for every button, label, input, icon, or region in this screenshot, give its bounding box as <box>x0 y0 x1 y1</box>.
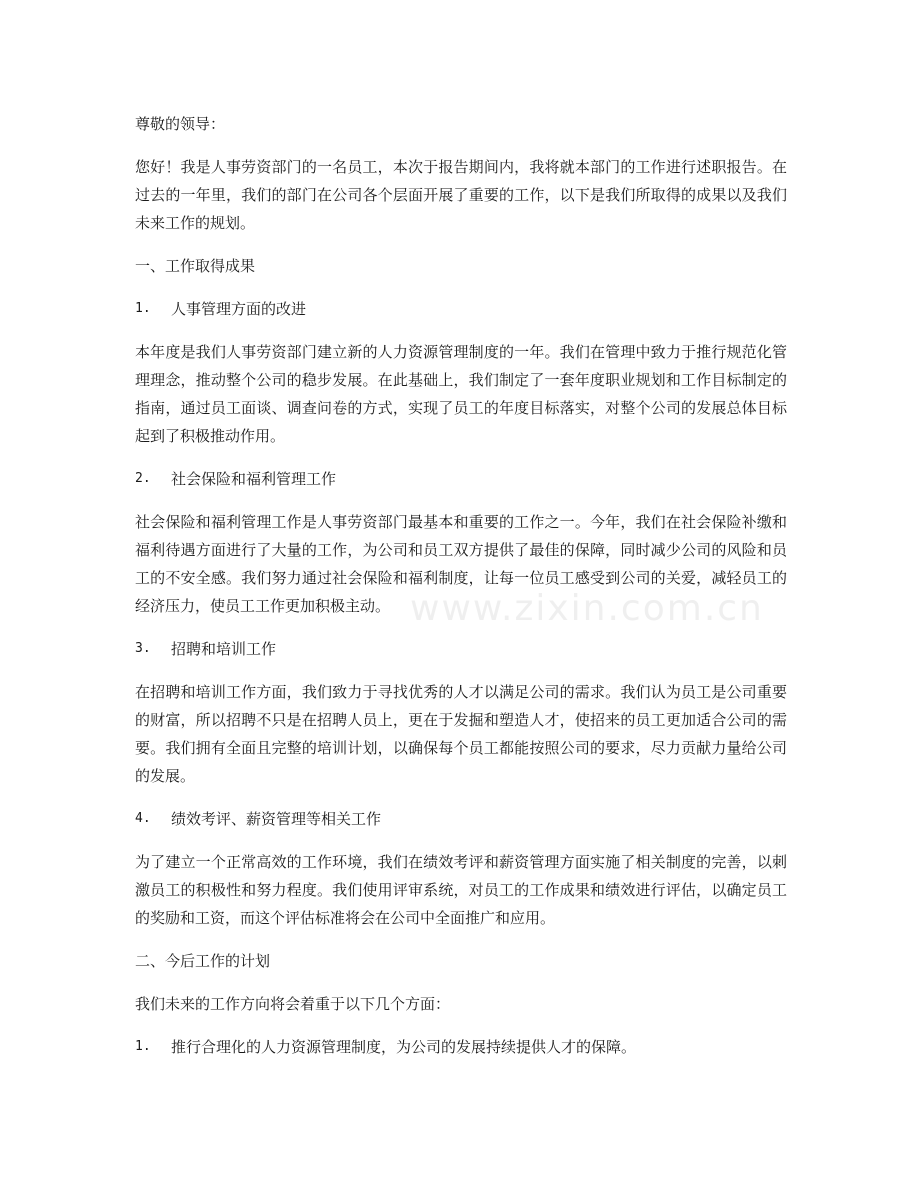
section-2-title: 二、今后工作的计划 <box>135 952 271 970</box>
plan-item-number: 1. <box>135 1039 151 1054</box>
subsection-2-heading <box>135 465 787 493</box>
intro-paragraph: 您好！我是人事劳资部门的一名员工，本次于报告期间内，我将就本部门的工作进行述职报告。在过去的一年里，我们的部门在公司各个层面开展了重要的工作，以下是我们所取得的成果以及我们未来工作的规划。 <box>135 158 787 232</box>
subsection-number: 4. <box>135 811 151 826</box>
subsection-number: 1. <box>135 301 151 316</box>
subsection-4-body: 为了建立一个正常高效的工作环境，我们在绩效考评和薪资管理方面实施了相关制度的完善，以刺激员工的积极性和努力程度。我们使用评审系统，对员工的工作成果和绩效进行评估，以确定员工的奖励和工资，而这个评估标准将会在公司中全面推广和应用。 <box>135 853 787 927</box>
subsection-title: 绩效考评、薪资管理等相关工作 <box>171 810 382 828</box>
plan-item-1 <box>135 1033 787 1061</box>
section-2-intro: 我们未来的工作方向将会着重于以下几个方面： <box>135 995 451 1013</box>
subsection-2-body: 社会保险和福利管理工作是人事劳资部门最基本和重要的工作之一。今年，我们在社会保险补缴和福利待遇方面进行了大量的工作，为公司和员工双方提供了最佳的保障，同时减少公司的风险和员工的不安全感。我们努力通过社会保险和福利制度，让每一位员工感受到公司的关爱，减轻员工的经济压力，使员工工作更加积极主动。 <box>135 513 787 615</box>
subsection-number: 2. <box>135 471 151 486</box>
subsection-title: 招聘和培训工作 <box>171 640 277 658</box>
watermark: www.zixin.com.cn <box>410 588 764 629</box>
greeting: 尊敬的领导： <box>135 115 226 133</box>
document-body <box>135 110 787 1076</box>
subsection-3-body: 在招聘和培训工作方面，我们致力于寻找优秀的人才以满足公司的需求。我们认为员工是公司重要的财富，所以招聘不只是在招聘人员上，更在于发掘和塑造人才，使招来的员工更加适合公司的需要。我们拥有全面且完整的培训计划，以确保每个员工都能按照公司的要求，尽力贡献力量给公司的发展。 <box>135 683 787 785</box>
subsection-1-body: 本年度是我们人事劳资部门建立新的人力资源管理制度的一年。我们在管理中致力于推行规范化管理理念，推动整个公司的稳步发展。在此基础上，我们制定了一套年度职业规划和工作目标制定的指南，通过员工面谈、调查问卷的方式，实现了员工的年度目标落实，对整个公司的发展总体目标起到了积极推动作用。 <box>135 343 787 445</box>
section-1-title: 一、工作取得成果 <box>135 257 256 275</box>
subsection-title: 社会保险和福利管理工作 <box>171 470 337 488</box>
plan-item-text: 推行合理化的人力资源管理制度，为公司的发展持续提供人才的保障。 <box>171 1038 637 1056</box>
subsection-title: 人事管理方面的改进 <box>171 300 307 318</box>
subsection-number: 3. <box>135 641 151 656</box>
subsection-3-heading <box>135 635 787 663</box>
subsection-1-heading <box>135 295 787 323</box>
subsection-4-heading <box>135 805 787 833</box>
